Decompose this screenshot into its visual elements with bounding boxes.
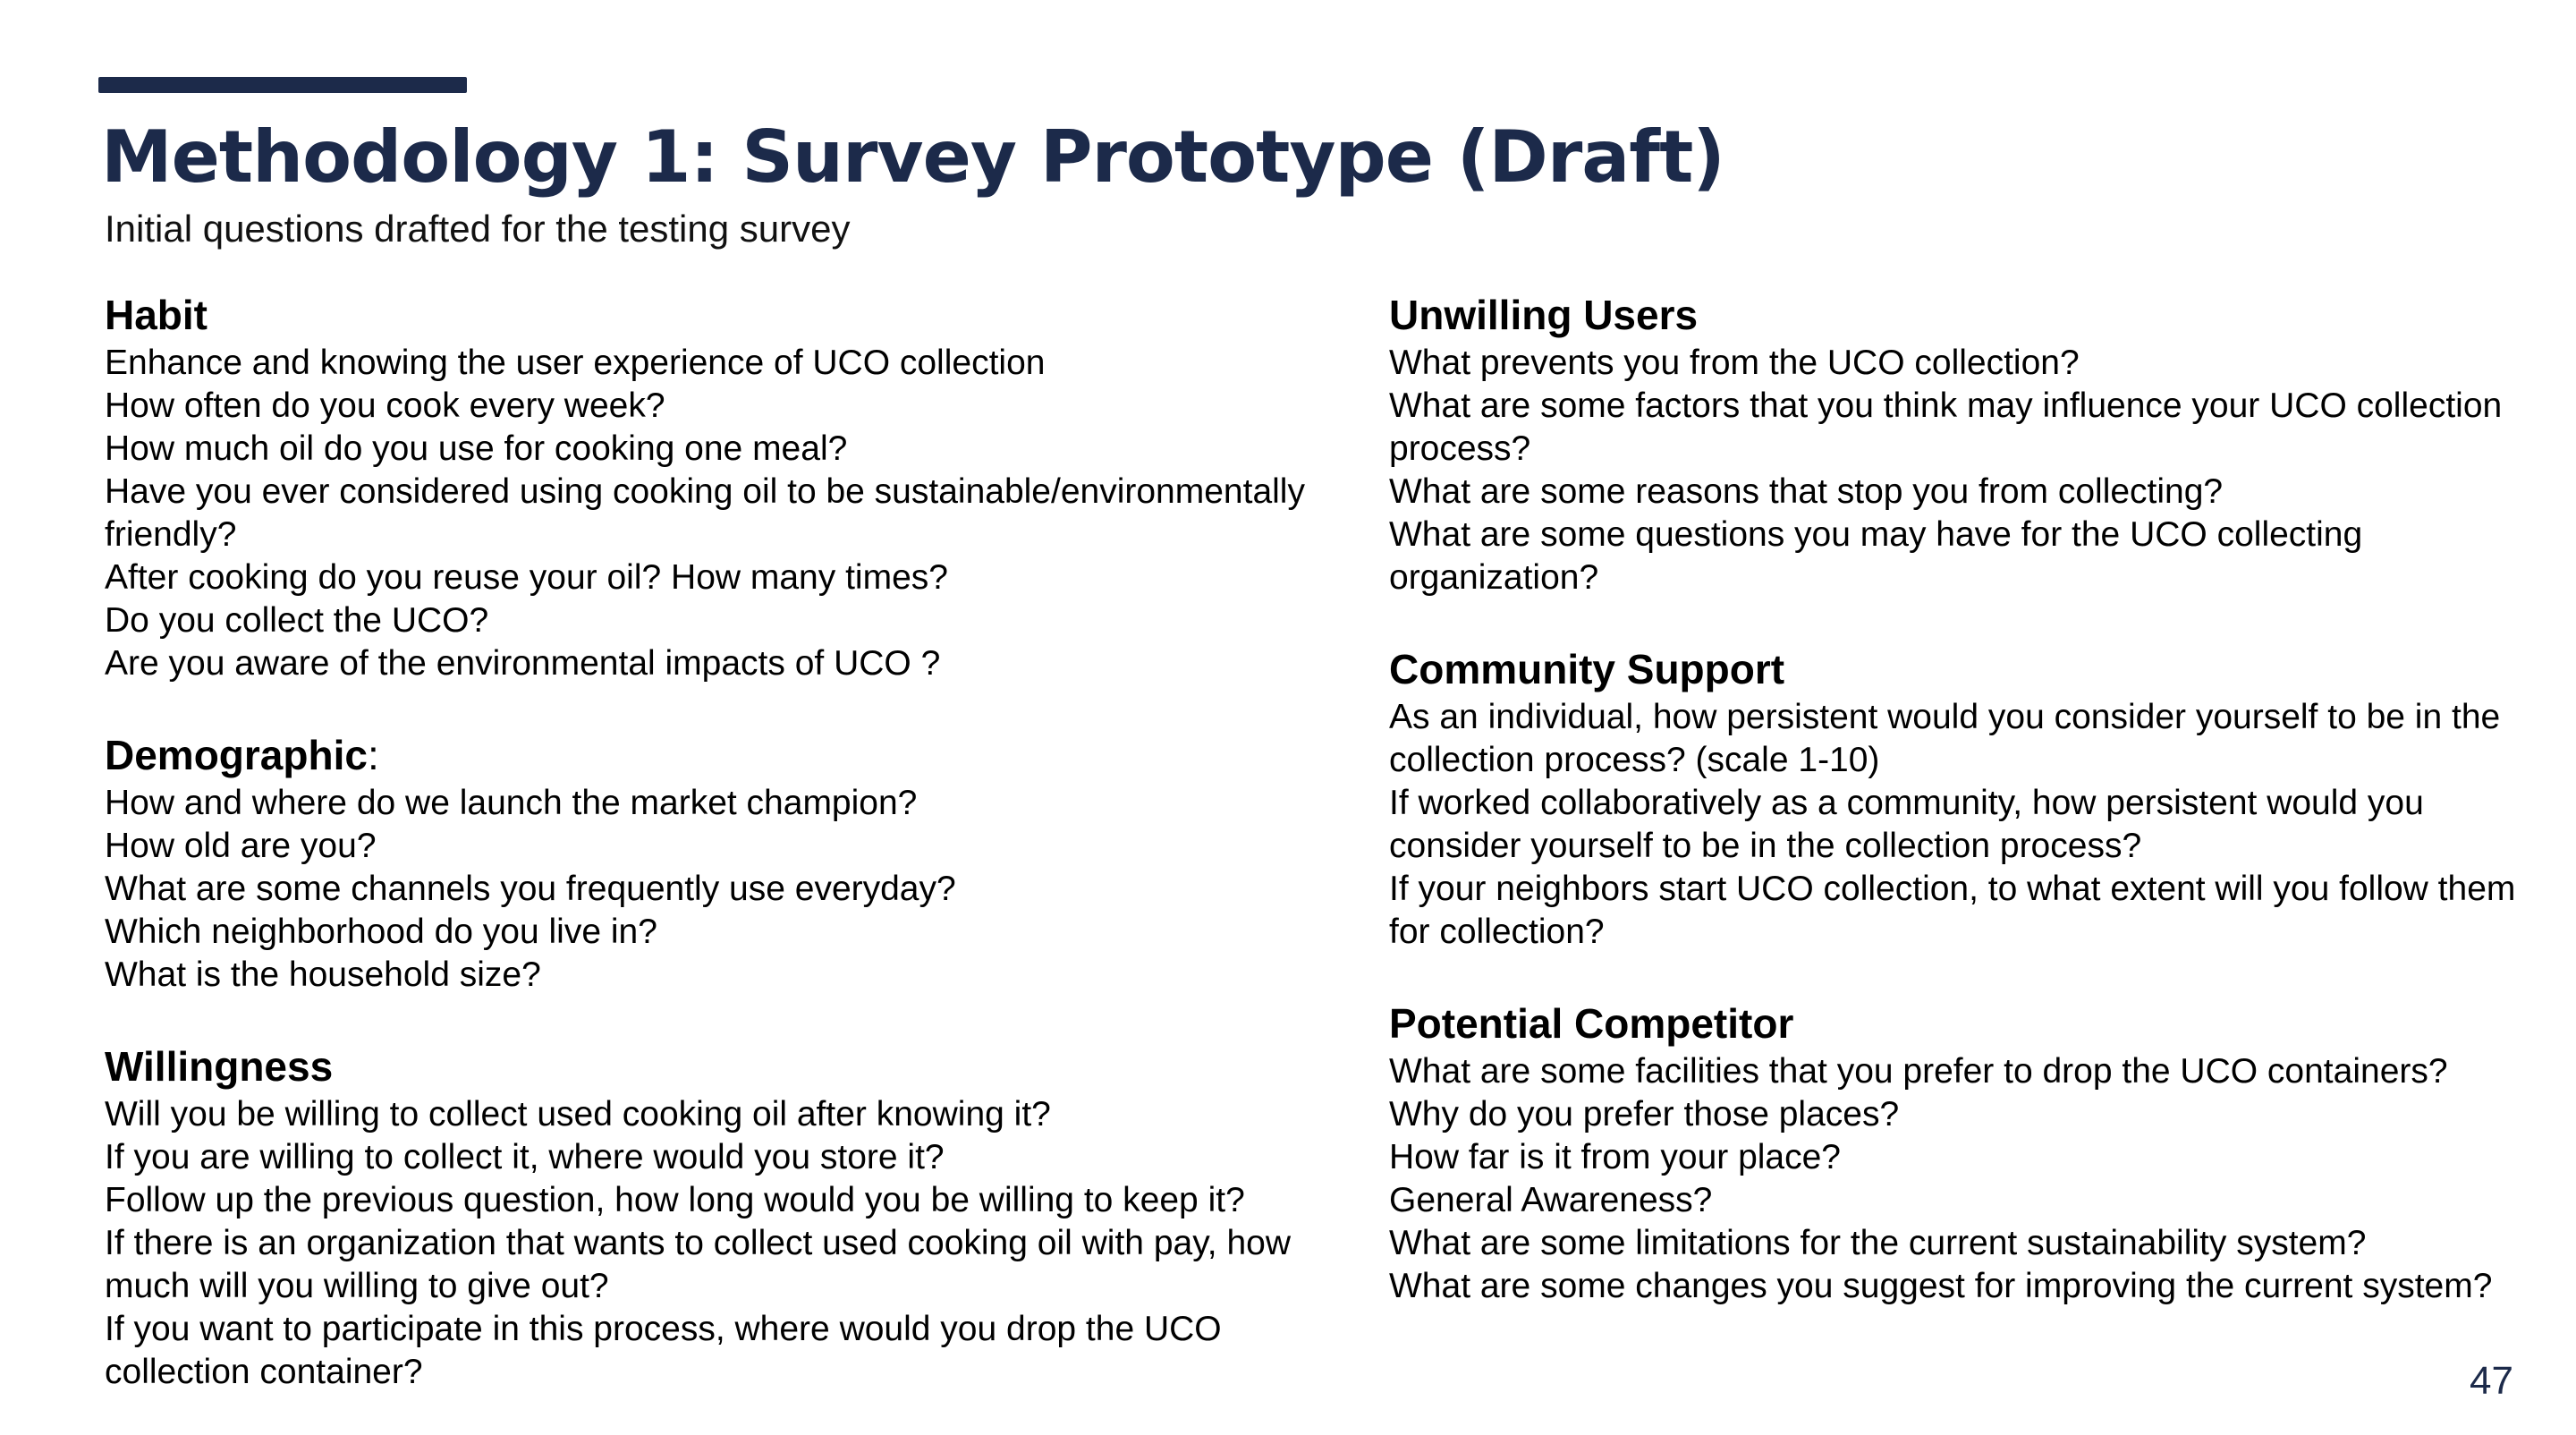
survey-question: What are some limitations for the current sustainability system? <box>1389 1224 2367 1262</box>
section-unwilling-users <box>1389 288 2552 599</box>
section-heading <box>1389 997 2552 1050</box>
right-column <box>1389 288 2552 1351</box>
section-willingness <box>105 1040 1339 1394</box>
survey-question: How often do you cook every week? <box>105 386 665 425</box>
survey-question: Will you be willing to collect used cooking oil after knowing it? <box>105 1095 1051 1134</box>
question-list <box>105 1093 1339 1394</box>
survey-question: After cooking do you reuse your oil? How many times? <box>105 558 948 597</box>
question-list <box>1389 696 2552 954</box>
question-list <box>1389 1050 2552 1308</box>
survey-question: If you want to participate in this process, where would you drop the UCO collection container? <box>105 1310 1222 1391</box>
survey-question: What are some facilities that you prefer to drop the UCO containers? <box>1389 1052 2448 1091</box>
section-heading-text: Willingness <box>105 1043 334 1090</box>
section-heading <box>1389 288 2552 342</box>
section-heading-text: Demographic <box>105 732 368 778</box>
survey-question: Are you aware of the environmental impacts of UCO ? <box>105 644 941 683</box>
survey-question: General Awareness? <box>1389 1181 1713 1219</box>
survey-question: What is the household size? <box>105 955 541 994</box>
question-list <box>105 342 1339 685</box>
slide-title: Methodology 1: Survey Prototype (Draft) <box>101 115 1724 199</box>
title-accent-bar <box>98 77 467 93</box>
page-number: 47 <box>2470 1359 2513 1403</box>
survey-question: As an individual, how persistent would you consider yourself to be in the collection process? (scale 1-10) <box>1389 698 2501 779</box>
survey-question: What are some questions you may have for the UCO collecting organization? <box>1389 515 2363 597</box>
section-heading <box>105 728 1339 782</box>
survey-question: How old are you? <box>105 827 377 865</box>
section-heading-text: Potential Competitor <box>1389 1000 1794 1047</box>
survey-question: Which neighborhood do you live in? <box>105 913 657 951</box>
section-heading-text: Unwilling Users <box>1389 292 1699 338</box>
question-list <box>105 782 1339 997</box>
survey-question: How and where do we launch the market champion? <box>105 784 918 822</box>
survey-question: Follow up the previous question, how long would you be willing to keep it? <box>105 1181 1245 1219</box>
section-heading <box>1389 642 2552 696</box>
section-community-support <box>1389 642 2552 954</box>
section-potential-competitor <box>1389 997 2552 1308</box>
survey-question: What are some reasons that stop you from collecting? <box>1389 472 2224 511</box>
survey-question: Enhance and knowing the user experience of UCO collection <box>105 344 1046 382</box>
slide-subtitle: Initial questions drafted for the testing survey <box>105 208 851 250</box>
survey-question: What are some changes you suggest for improving the current system? <box>1389 1267 2493 1305</box>
survey-question: What prevents you from the UCO collection? <box>1389 344 2080 382</box>
survey-question: Do you collect the UCO? <box>105 601 489 640</box>
section-heading-text: Habit <box>105 292 208 338</box>
survey-question: If there is an organization that wants to collect used cooking oil with pay, how much will you willing to give out? <box>105 1224 1292 1305</box>
question-list <box>1389 342 2552 599</box>
section-heading <box>105 1040 1339 1093</box>
section-heading <box>105 288 1339 342</box>
left-column <box>105 288 1339 1435</box>
section-habit <box>105 288 1339 685</box>
survey-question: Have you ever considered using cooking oil to be sustainable/environmentally friendly? <box>105 472 1305 554</box>
section-demographic <box>105 728 1339 997</box>
survey-question: If worked collaboratively as a community, how persistent would you consider yourself to be in the collection process? <box>1389 784 2424 865</box>
section-heading-suffix: : <box>367 732 379 778</box>
survey-question: What are some channels you frequently use everyday? <box>105 870 956 908</box>
survey-question: How much oil do you use for cooking one meal? <box>105 429 848 468</box>
survey-question: Why do you prefer those places? <box>1389 1095 1900 1134</box>
survey-question: If your neighbors start UCO collection, to what extent will you follow them for collection? <box>1389 870 2516 951</box>
survey-question: If you are willing to collect it, where would you store it? <box>105 1138 945 1176</box>
survey-question: What are some factors that you think may influence your UCO collection process? <box>1389 386 2503 468</box>
section-heading-text: Community Support <box>1389 646 1785 692</box>
survey-question: How far is it from your place? <box>1389 1138 1842 1176</box>
